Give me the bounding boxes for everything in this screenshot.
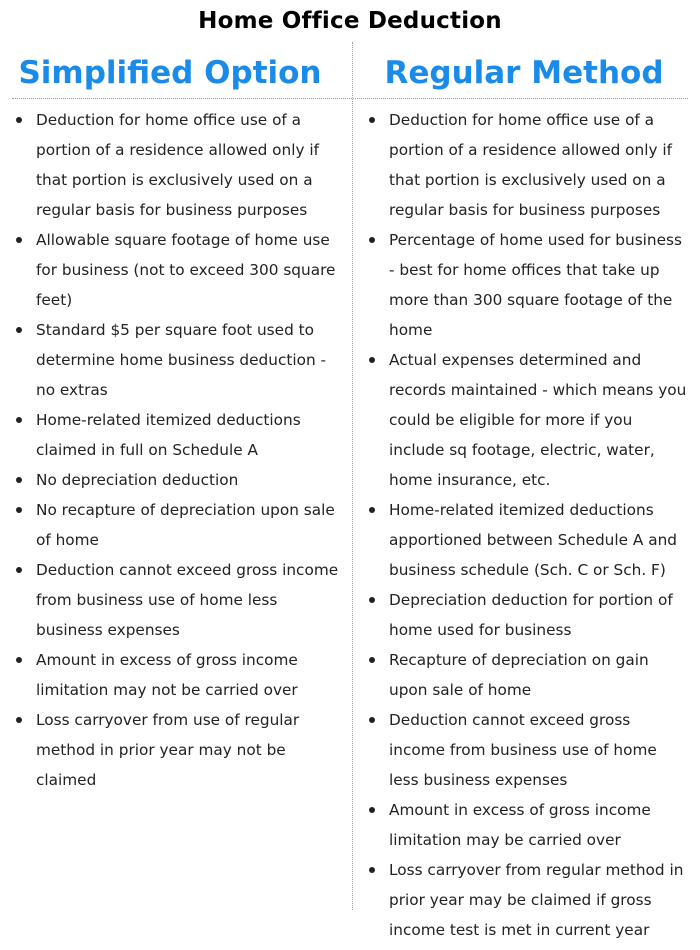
list-item [14, 705, 344, 795]
list-item-text: Amount in excess of gross income limitation may not be carried over [36, 651, 298, 699]
list-item-text: Standard $5 per square foot used to determine home business deduction - no extras [36, 321, 327, 399]
bullet-icon [16, 327, 22, 333]
bullet-icon [369, 357, 375, 363]
list-item [14, 645, 344, 705]
bullet-icon [369, 507, 375, 513]
list-item-text: Loss carryover from use of regular method in prior year may not be claimed [36, 711, 300, 789]
list-item [367, 225, 689, 345]
bullet-icon [16, 237, 22, 243]
list-item-text: Amount in excess of gross income limitation may be carried over [389, 801, 651, 849]
list-item [367, 495, 689, 585]
list-item [14, 555, 344, 645]
vertical-divider [352, 42, 353, 910]
bullet-icon [369, 717, 375, 723]
bullet-icon [16, 117, 22, 123]
list-item-text: No recapture of depreciation upon sale of home [36, 501, 335, 549]
list-item-text: Home-related itemized deductions claimed in full on Schedule A [36, 411, 301, 459]
regular-method-list [367, 105, 689, 945]
bullet-icon [369, 597, 375, 603]
list-item [367, 345, 689, 495]
list-item [367, 795, 689, 855]
list-item [14, 495, 344, 555]
regular-method-heading: Regular Method [384, 55, 664, 91]
list-item-text: Deduction cannot exceed gross income from business use of home less business expenses [389, 711, 657, 789]
bullet-icon [16, 417, 22, 423]
list-item [14, 105, 344, 225]
bullet-icon [16, 717, 22, 723]
list-item [14, 465, 344, 495]
list-item-text: No depreciation deduction [36, 471, 239, 489]
list-item-text: Home-related itemized deductions apportioned between Schedule A and business schedule (Sch. C or Sch. F) [389, 501, 677, 579]
list-item [14, 405, 344, 465]
list-item-text: Recapture of depreciation on gain upon sale of home [389, 651, 649, 699]
list-item-text: Deduction for home office use of a portion of a residence allowed only if that portion is exclusively used on a regular basis for business purposes [389, 111, 673, 219]
bullet-icon [369, 117, 375, 123]
list-item [367, 585, 689, 645]
bullet-icon [16, 657, 22, 663]
list-item-text: Loss carryover from regular method in prior year may be claimed if gross income test is met in current year [389, 861, 684, 939]
list-item [367, 105, 689, 225]
bullet-icon [369, 807, 375, 813]
simplified-option-heading: Simplified Option [18, 55, 322, 91]
bullet-icon [369, 867, 375, 873]
list-item [367, 645, 689, 705]
bullet-icon [369, 657, 375, 663]
page-title: Home Office Deduction [198, 8, 502, 34]
list-item-text: Allowable square footage of home use for business (not to exceed 300 square feet) [36, 231, 336, 309]
list-item [14, 315, 344, 405]
bullet-icon [16, 567, 22, 573]
bullet-icon [16, 507, 22, 513]
list-item [367, 705, 689, 795]
list-item-text: Deduction for home office use of a portion of a residence allowed only if that portion is exclusively used on a regular basis for business purposes [36, 111, 320, 219]
bullet-icon [16, 477, 22, 483]
list-item-text: Actual expenses determined and records maintained - which means you could be eligible for more if you include sq footage, electric, water, home insurance, etc. [389, 351, 687, 489]
list-item-text: Depreciation deduction for portion of home used for business [389, 591, 673, 639]
list-item-text: Deduction cannot exceed gross income from business use of home less business expenses [36, 561, 339, 639]
list-item [367, 855, 689, 945]
list-item [14, 225, 344, 315]
horizontal-divider [12, 98, 688, 99]
simplified-option-list [14, 105, 344, 795]
list-item-text: Percentage of home used for business - best for home offices that take up more than 300 square footage of the home [389, 231, 682, 339]
bullet-icon [369, 237, 375, 243]
